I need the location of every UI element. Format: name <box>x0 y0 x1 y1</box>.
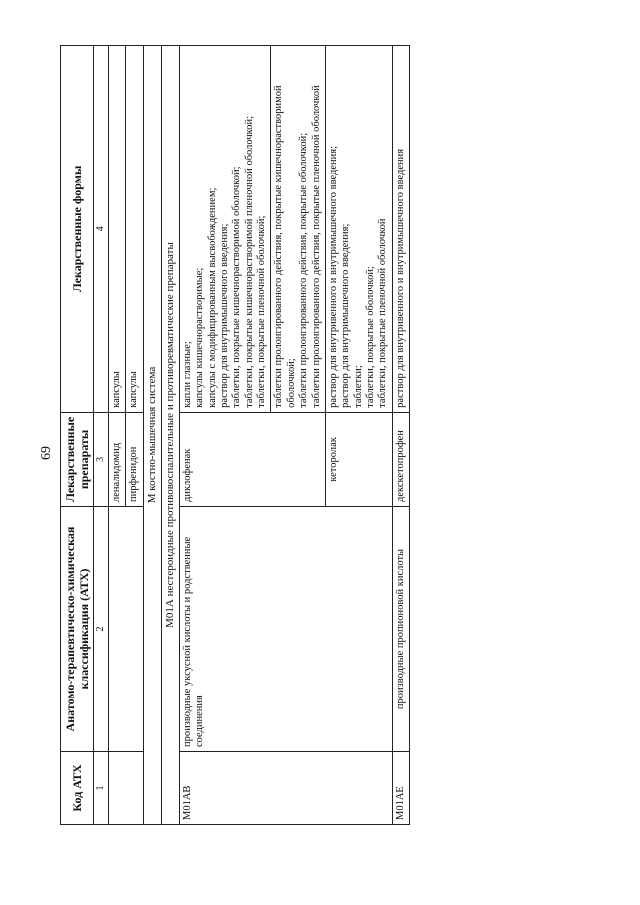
form-item: таблетки пролонгированного действия, покрытые кишечнорастворимой оболочкой; <box>273 85 297 408</box>
subsection-row <box>161 46 179 825</box>
empty-cell <box>109 507 144 752</box>
header-forms: Лекарственные формы <box>61 46 94 413</box>
form-item: таблетки пролонгированного действия, покрытые оболочкой; <box>298 132 310 408</box>
rotated-table-wrapper <box>60 45 640 825</box>
table-row <box>179 46 271 825</box>
section-title: М костно-мышечная система <box>143 46 161 825</box>
forms-cell <box>325 46 392 413</box>
drug-cell: леналидомид <box>109 412 126 506</box>
atc-class-cell: производные уксусной кислоты и родственные соединения <box>179 507 392 752</box>
column-number-row <box>94 46 109 825</box>
form-item: капсулы кишечнорастворимые; <box>194 267 206 408</box>
table-row <box>109 46 126 825</box>
form-item: раствор для внутримышечного введения; <box>340 223 352 408</box>
atc-code-cell: М01АВ <box>179 752 392 825</box>
col-number-4: 4 <box>94 46 109 413</box>
form-item: таблетки, покрытые оболочкой; <box>365 266 377 408</box>
header-code: Код АТХ <box>61 752 94 825</box>
form-item: таблетки, покрытые кишечнорастворимой оболочкой; <box>231 166 243 408</box>
empty-cell <box>109 752 144 825</box>
form-item: таблетки, покрытые кишечнорастворимой пленочной оболочкой; <box>243 115 255 408</box>
header-row <box>61 46 94 825</box>
form-item: таблетки; <box>352 365 364 408</box>
drug-cell: декскетопрофен <box>392 412 409 506</box>
forms-cell: капсулы <box>126 46 143 413</box>
forms-cell <box>271 46 326 413</box>
form-item: капли глазные; <box>181 341 193 408</box>
form-item: таблетки, покрытые пленочной оболочкой <box>377 218 389 408</box>
header-drugs: Лекарственные препараты <box>61 412 94 506</box>
subsection-title: М01А нестероидные противовоспалительные и противоревматические препараты <box>161 46 179 825</box>
atc-code-cell: М01АЕ <box>392 752 409 825</box>
drug-cell: диклофенак <box>179 412 325 506</box>
drug-cell: пирфенидон <box>126 412 143 506</box>
forms-cell: капсулы <box>109 46 126 413</box>
form-item: таблетки, покрытые пленочной оболочкой; <box>256 215 268 408</box>
atc-class-cell: производные пропионовой кислоты <box>392 507 409 752</box>
forms-cell <box>179 46 271 413</box>
col-number-3: 3 <box>94 412 109 506</box>
atc-table <box>60 45 410 825</box>
drug-cell: кеторолак <box>325 412 392 506</box>
header-classification: Анатомо-терапевтическо-химическая классификация (АТХ) <box>61 507 94 752</box>
page-number: 69 <box>39 446 54 460</box>
form-item: раствор для внутривенного и внутримышечного введения; <box>327 145 339 408</box>
form-item: раствор для внутримышечного введения; <box>218 223 230 408</box>
col-number-2: 2 <box>94 507 109 752</box>
form-item: капсулы с модифицированным высвобождением; <box>206 187 218 408</box>
table-row <box>392 46 409 825</box>
section-row <box>143 46 161 825</box>
form-item: таблетки пролонгированного действия, покрытые пленочной оболочкой <box>310 85 322 408</box>
col-number-1: 1 <box>94 752 109 825</box>
forms-cell: раствор для внутривенного и внутримышечного введения <box>392 46 409 413</box>
